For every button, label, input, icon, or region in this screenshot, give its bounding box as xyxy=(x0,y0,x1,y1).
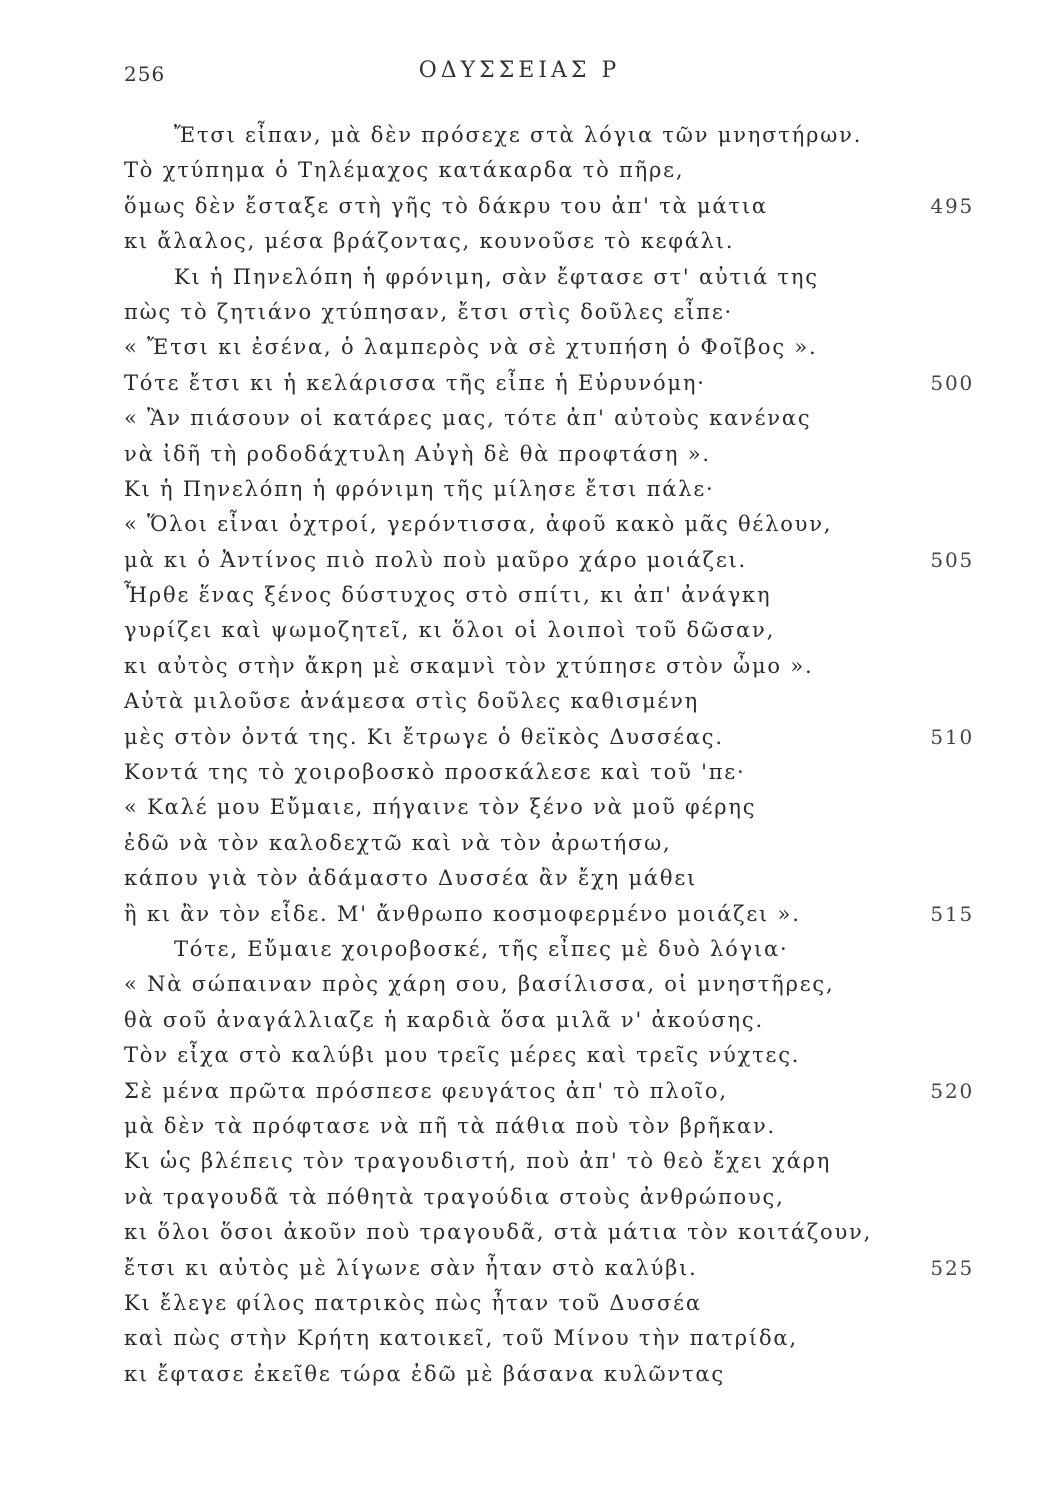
verse-text: Τότε, Εὔμαιε χοιροβοσκέ, τῆς εἶπες μὲ δυὸ λόγια· xyxy=(174,936,789,961)
verse-text: μὰ δὲν τὰ πρόφτασε νὰ πῆ τὰ πάθια ποὺ τὸν βρῆκαν. xyxy=(124,1113,776,1138)
verse-line xyxy=(124,897,974,932)
verse-text: « Ἂν πιάσουν οἱ κατάρες μας, τότε ἀπ' αὐτοὺς κανένας xyxy=(124,406,812,431)
verse-text: Κι ἡ Πηνελόπη ἡ φρόνιμη τῆς μίλησε ἔτσι πάλε· xyxy=(124,476,715,501)
line-number: 510 xyxy=(930,724,974,749)
line-number: 505 xyxy=(930,547,974,572)
verse-block xyxy=(124,118,974,1392)
verse-line xyxy=(124,755,974,790)
verse-text: γυρίζει καὶ ψωμοζητεῖ, κι ὅλοι οἱ λοιποὶ τοῦ δῶσαν, xyxy=(124,618,776,643)
verse-line xyxy=(124,366,974,401)
verse-text: καὶ πὼς στὴν Κρήτη κατοικεῖ, τοῦ Μίνου τὴν πατρίδα, xyxy=(124,1326,798,1351)
verse-text: νὰ τραγουδᾶ τὰ πόθητὰ τραγούδια στοὺς ἀνθρώπους, xyxy=(124,1184,785,1209)
verse-text: Αὐτὰ μιλοῦσε ἀνάμεσα στὶς δοῦλες καθισμένη xyxy=(124,689,700,714)
verse-line xyxy=(124,401,974,436)
verse-text: Κι ὡς βλέπεις τὸν τραγουδιστή, ποὺ ἀπ' τὸ θεὸ ἔχει χάρη xyxy=(124,1149,832,1174)
verse-line xyxy=(124,578,974,613)
verse-line xyxy=(124,684,974,719)
verse-line xyxy=(124,189,974,224)
verse-line xyxy=(124,472,974,507)
verse-text: Τὸν εἶχα στὸ καλύβι μου τρεῖς μέρες καὶ τρεῖς νύχτες. xyxy=(124,1043,801,1068)
verse-text: κι αὐτὸς στὴν ἄκρη μὲ σκαμνὶ τὸν χτύπησε στὸν ὦμο ». xyxy=(124,653,814,678)
verse-text: μὲς στὸν ὀντά της. Κι ἔτρωγε ὁ θεϊκὸς Δυσσέας. xyxy=(124,724,724,749)
verse-text: Σὲ μένα πρῶτα πρόσπεσε φευγάτος ἀπ' τὸ πλοῖο, xyxy=(124,1078,728,1103)
running-head xyxy=(0,54,1039,94)
verse-text: κι ἔφτασε ἐκεῖθε τώρα ἐδῶ μὲ βάσανα κυλῶντας xyxy=(124,1361,725,1386)
verse-line xyxy=(124,1251,974,1286)
verse-line xyxy=(124,1003,974,1038)
verse-text: Κι ἡ Πηνελόπη ἡ φρόνιμη, σὰν ἔφτασε στ' αὐτιά της xyxy=(174,264,819,289)
line-number: 520 xyxy=(930,1078,974,1103)
verse-line xyxy=(124,932,974,967)
verse-line xyxy=(124,613,974,648)
verse-text: ἐδῶ νὰ τὸν καλοδεχτῶ καὶ νὰ τὸν ἀρωτήσω, xyxy=(124,830,672,855)
verse-line xyxy=(124,153,974,188)
page-number: 256 xyxy=(124,62,166,86)
verse-line xyxy=(124,543,974,578)
verse-line xyxy=(124,1038,974,1073)
verse-line xyxy=(124,295,974,330)
verse-line xyxy=(124,1357,974,1392)
verse-line xyxy=(124,1109,974,1144)
line-number: 515 xyxy=(930,901,974,926)
verse-line xyxy=(124,1180,974,1215)
verse-line xyxy=(124,118,974,153)
verse-text: Κοντά της τὸ χοιροβοσκὸ προσκάλεσε καὶ τοῦ 'πε· xyxy=(124,760,746,785)
line-number: 525 xyxy=(930,1255,974,1280)
verse-line xyxy=(124,330,974,365)
verse-text: Ἦρθε ἕνας ξένος δύστυχος στὸ σπίτι, κι ἀπ' ἀνάγκη xyxy=(124,583,772,608)
verse-line xyxy=(124,967,974,1002)
verse-line xyxy=(124,649,974,684)
verse-line xyxy=(124,826,974,861)
verse-text: κάπου γιὰ τὸν ἀδάμαστο Δυσσέα ἂν ἔχη μάθει xyxy=(124,866,698,891)
verse-line xyxy=(124,1321,974,1356)
verse-text: Ἔτσι εἶπαν, μὰ δὲν πρόσεχε στὰ λόγια τῶν μνηστήρων. xyxy=(174,123,863,147)
verse-text: κι ἄλαλος, μέσα βράζοντας, κουνοῦσε τὸ κεφάλι. xyxy=(124,229,735,254)
verse-line xyxy=(124,720,974,755)
verse-text: Κι ἔλεγε φίλος πατρικὸς πὼς ἦταν τοῦ Δυσσέα xyxy=(124,1290,702,1315)
book-title: ΟΔΥΣΣΕΙΑΣ Ρ xyxy=(418,58,621,83)
verse-text: θὰ σοῦ ἀναγάλλιαζε ἡ καρδιὰ ὅσα μιλᾶ ν' ἀκούσης. xyxy=(124,1007,764,1032)
verse-text: ἢ κι ἂν τὸν εἶδε. Μ' ἄνθρωπο κοσμοφερμένο μοιάζει ». xyxy=(124,901,801,926)
verse-text: « Ὅλοι εἶναι ὀχτροί, γερόντισσα, ἀφοῦ κακὸ μᾶς θέλουν, xyxy=(124,512,833,537)
verse-line xyxy=(124,1286,974,1321)
verse-line xyxy=(124,861,974,896)
line-number: 495 xyxy=(930,193,974,218)
verse-text: μὰ κι ὁ Ἀντίνος πιὸ πολὺ ποὺ μαῦρο χάρο μοιάζει. xyxy=(124,547,748,572)
verse-line xyxy=(124,790,974,825)
line-number: 500 xyxy=(930,370,974,395)
verse-line xyxy=(124,1074,974,1109)
verse-text: « Νὰ σώπαιναν πρὸς χάρη σου, βασίλισσα, οἱ μνηστῆρες, xyxy=(124,972,835,997)
verse-text: ὅμως δὲν ἔσταξε στὴ γῆς τὸ δάκρυ του ἀπ' τὰ μάτια xyxy=(124,193,768,218)
verse-text: Τότε ἔτσι κι ἡ κελάρισσα τῆς εἶπε ἡ Εὐρυνόμη· xyxy=(124,370,706,395)
verse-line xyxy=(124,507,974,542)
verse-line xyxy=(124,1215,974,1250)
verse-text: « Ἔτσι κι ἐσένα, ὁ λαμπερὸς νὰ σὲ χτυπήση ὁ Φοῖβος ». xyxy=(124,335,818,360)
verse-text: νὰ ἰδῆ τὴ ροδοδάχτυλη Αὐγὴ δὲ θὰ προφτάση ». xyxy=(124,441,711,466)
verse-text: πὼς τὸ ζητιάνο χτύπησαν, ἔτσι στὶς δοῦλες εἶπε· xyxy=(124,299,734,324)
verse-line xyxy=(124,1144,974,1179)
verse-line xyxy=(124,260,974,295)
verse-text: « Καλέ μου Εὔμαιε, πήγαινε τὸν ξένο νὰ μοῦ φέρης xyxy=(124,795,757,820)
verse-line xyxy=(124,437,974,472)
verse-text: ἔτσι κι αὐτὸς μὲ λίγωνε σὰν ἦταν στὸ καλύβι. xyxy=(124,1255,698,1280)
verse-line xyxy=(124,224,974,259)
verse-text: κι ὅλοι ὅσοι ἀκοῦν ποὺ τραγουδᾶ, στὰ μάτια τὸν κοιτάζουν, xyxy=(124,1220,873,1245)
verse-text: Τὸ χτύπημα ὁ Τηλέμαχος κατάκαρδα τὸ πῆρε, xyxy=(124,158,685,183)
